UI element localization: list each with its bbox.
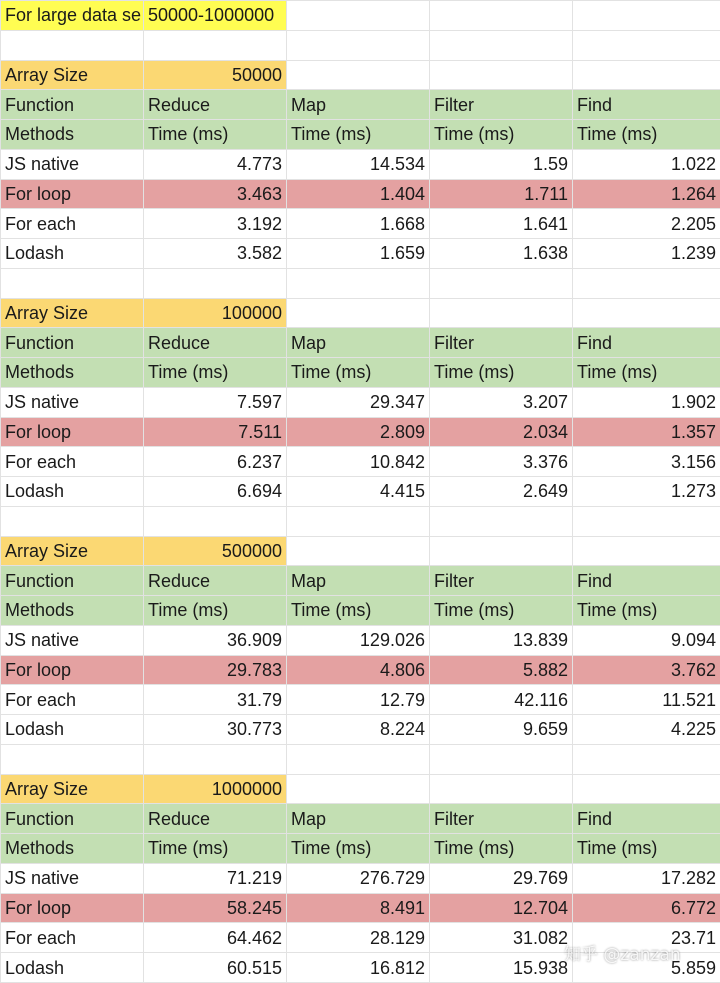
empty-cell[interactable] (1, 506, 144, 536)
time-value-cell[interactable]: 12.79 (287, 685, 430, 715)
time-value-cell[interactable]: 1.264 (573, 179, 720, 209)
time-value-cell[interactable]: 31.082 (430, 923, 573, 953)
header-row-methods (1, 834, 720, 864)
header-cell[interactable]: Time (ms) (573, 596, 720, 626)
empty-cell[interactable] (144, 30, 287, 60)
table-row (1, 625, 720, 655)
table-row (1, 447, 720, 477)
time-value-cell[interactable]: 3.192 (144, 209, 287, 239)
empty-cell[interactable] (430, 744, 573, 774)
array-size-label[interactable]: Array Size (1, 536, 144, 566)
empty-cell[interactable] (573, 30, 720, 60)
time-value-cell[interactable]: 1.022 (573, 149, 720, 179)
time-value-cell[interactable]: 7.597 (144, 387, 287, 417)
header-cell[interactable]: Find (573, 328, 720, 358)
table-row (1, 655, 720, 685)
empty-cell[interactable] (287, 744, 430, 774)
header-cell[interactable]: Time (ms) (430, 834, 573, 864)
time-value-cell[interactable]: 29.769 (430, 863, 573, 893)
array-size-row (1, 298, 720, 328)
spacer-row (1, 30, 720, 60)
table-row (1, 893, 720, 923)
header-cell[interactable]: Methods (1, 120, 144, 150)
empty-cell[interactable] (430, 506, 573, 536)
spacer-row (1, 744, 720, 774)
time-value-cell[interactable]: 276.729 (287, 863, 430, 893)
time-value-cell[interactable]: 1.404 (287, 179, 430, 209)
header-cell[interactable]: Map (287, 328, 430, 358)
time-value-cell[interactable]: 42.116 (430, 685, 573, 715)
time-value-cell[interactable]: 2.649 (430, 477, 573, 507)
table-row (1, 923, 720, 953)
time-value-cell[interactable]: 30.773 (144, 715, 287, 745)
empty-cell[interactable] (144, 506, 287, 536)
header-cell[interactable]: Time (ms) (573, 834, 720, 864)
header-cell[interactable]: Time (ms) (430, 358, 573, 388)
empty-cell[interactable] (430, 774, 573, 804)
array-size-value[interactable]: 500000 (144, 536, 287, 566)
time-value-cell[interactable]: 29.347 (287, 387, 430, 417)
header-row-methods (1, 358, 720, 388)
time-value-cell[interactable]: 60.515 (144, 953, 287, 983)
time-value-cell[interactable]: 11.521 (573, 685, 720, 715)
time-value-cell[interactable]: 7.511 (144, 417, 287, 447)
method-name-cell[interactable]: For each (1, 923, 144, 953)
time-value-cell[interactable]: 71.219 (144, 863, 287, 893)
method-name-cell[interactable]: JS native (1, 149, 144, 179)
header-cell[interactable]: Find (573, 804, 720, 834)
empty-cell[interactable] (573, 298, 720, 328)
header-cell[interactable]: Time (ms) (287, 358, 430, 388)
array-size-value[interactable]: 1000000 (144, 774, 287, 804)
header-cell[interactable]: Time (ms) (144, 358, 287, 388)
time-value-cell[interactable]: 6.694 (144, 477, 287, 507)
empty-cell[interactable] (287, 268, 430, 298)
time-value-cell[interactable]: 8.491 (287, 893, 430, 923)
method-name-cell[interactable]: JS native (1, 625, 144, 655)
time-value-cell[interactable]: 13.839 (430, 625, 573, 655)
time-value-cell[interactable]: 12.704 (430, 893, 573, 923)
header-cell[interactable]: Time (ms) (430, 120, 573, 150)
empty-cell[interactable] (430, 60, 573, 90)
spacer-row (1, 268, 720, 298)
method-name-cell[interactable]: For loop (1, 417, 144, 447)
table-row (1, 715, 720, 745)
empty-cell[interactable] (573, 536, 720, 566)
time-value-cell[interactable]: 9.659 (430, 715, 573, 745)
header-cell[interactable]: Map (287, 90, 430, 120)
empty-cell[interactable] (287, 30, 430, 60)
header-cell[interactable]: Time (ms) (573, 358, 720, 388)
watermark-text: 知乎 @zanzan (564, 945, 681, 965)
time-value-cell[interactable]: 5.859 (573, 953, 720, 983)
time-value-cell[interactable]: 17.282 (573, 863, 720, 893)
header-cell[interactable]: Reduce (144, 328, 287, 358)
table-row (1, 863, 720, 893)
time-value-cell[interactable]: 1.659 (287, 239, 430, 269)
array-size-label[interactable]: Array Size (1, 298, 144, 328)
empty-cell[interactable] (573, 60, 720, 90)
header-cell[interactable]: Reduce (144, 566, 287, 596)
time-value-cell[interactable]: 1.902 (573, 387, 720, 417)
header-cell[interactable]: Reduce (144, 90, 287, 120)
time-value-cell[interactable]: 15.938 (430, 953, 573, 983)
table-row (1, 179, 720, 209)
time-value-cell[interactable]: 1.273 (573, 477, 720, 507)
method-name-cell[interactable]: Lodash (1, 239, 144, 269)
header-row-methods (1, 596, 720, 626)
array-size-row (1, 60, 720, 90)
time-value-cell[interactable]: 16.812 (287, 953, 430, 983)
time-value-cell[interactable]: 3.582 (144, 239, 287, 269)
method-name-cell[interactable]: For loop (1, 893, 144, 923)
header-cell[interactable]: Filter (430, 566, 573, 596)
time-value-cell[interactable]: 3.463 (144, 179, 287, 209)
header-cell[interactable]: Time (ms) (287, 834, 430, 864)
empty-cell[interactable] (430, 30, 573, 60)
table-row (1, 239, 720, 269)
empty-cell[interactable] (1, 268, 144, 298)
array-size-value[interactable]: 50000 (144, 60, 287, 90)
empty-cell[interactable] (573, 506, 720, 536)
table-row (1, 149, 720, 179)
method-name-cell[interactable]: For loop (1, 179, 144, 209)
empty-cell[interactable] (430, 536, 573, 566)
method-name-cell[interactable]: JS native (1, 387, 144, 417)
header-cell[interactable]: Find (573, 566, 720, 596)
time-value-cell[interactable]: 2.809 (287, 417, 430, 447)
method-name-cell[interactable]: For each (1, 209, 144, 239)
title-right-cell[interactable]: 50000-1000000 (144, 1, 287, 31)
header-cell[interactable]: Filter (430, 804, 573, 834)
array-size-value[interactable]: 100000 (144, 298, 287, 328)
title-left-cell[interactable]: For large data se (1, 1, 144, 31)
time-value-cell[interactable]: 1.357 (573, 417, 720, 447)
time-value-cell[interactable]: 129.026 (287, 625, 430, 655)
time-value-cell[interactable]: 1.638 (430, 239, 573, 269)
empty-cell[interactable] (287, 774, 430, 804)
header-cell[interactable]: Time (ms) (573, 120, 720, 150)
time-value-cell[interactable]: 1.59 (430, 149, 573, 179)
empty-cell[interactable] (573, 774, 720, 804)
empty-cell[interactable] (430, 1, 573, 31)
header-cell[interactable]: Function (1, 566, 144, 596)
header-cell[interactable]: Filter (430, 90, 573, 120)
time-value-cell[interactable]: 1.641 (430, 209, 573, 239)
header-cell[interactable]: Map (287, 804, 430, 834)
header-cell[interactable]: Map (287, 566, 430, 596)
time-value-cell[interactable]: 3.762 (573, 655, 720, 685)
header-cell[interactable]: Methods (1, 358, 144, 388)
title-row (1, 1, 720, 31)
array-size-label[interactable]: Array Size (1, 60, 144, 90)
time-value-cell[interactable]: 31.79 (144, 685, 287, 715)
method-name-cell[interactable]: Lodash (1, 715, 144, 745)
method-name-cell[interactable]: For loop (1, 655, 144, 685)
time-value-cell[interactable]: 36.909 (144, 625, 287, 655)
table-row (1, 685, 720, 715)
time-value-cell[interactable]: 2.205 (573, 209, 720, 239)
time-value-cell[interactable]: 2.034 (430, 417, 573, 447)
array-size-row (1, 536, 720, 566)
time-value-cell[interactable]: 4.225 (573, 715, 720, 745)
header-cell[interactable]: Time (ms) (144, 596, 287, 626)
empty-cell[interactable] (1, 30, 144, 60)
empty-cell[interactable] (144, 268, 287, 298)
method-name-cell[interactable]: For each (1, 447, 144, 477)
table-row (1, 477, 720, 507)
time-value-cell[interactable]: 10.842 (287, 447, 430, 477)
empty-cell[interactable] (287, 536, 430, 566)
time-value-cell[interactable]: 28.129 (287, 923, 430, 953)
header-cell[interactable]: Find (573, 90, 720, 120)
empty-cell[interactable] (1, 744, 144, 774)
header-cell[interactable]: Time (ms) (144, 834, 287, 864)
header-cell[interactable]: Filter (430, 328, 573, 358)
empty-cell[interactable] (573, 744, 720, 774)
empty-cell[interactable] (287, 60, 430, 90)
time-value-cell[interactable]: 29.783 (144, 655, 287, 685)
header-cell[interactable]: Methods (1, 596, 144, 626)
time-value-cell[interactable]: 1.711 (430, 179, 573, 209)
time-value-cell[interactable]: 4.773 (144, 149, 287, 179)
empty-cell[interactable] (287, 298, 430, 328)
empty-cell[interactable] (144, 744, 287, 774)
header-cell[interactable]: Time (ms) (287, 596, 430, 626)
header-row-function (1, 328, 720, 358)
header-row-function (1, 566, 720, 596)
header-cell[interactable]: Time (ms) (144, 120, 287, 150)
table-row (1, 387, 720, 417)
header-cell[interactable]: Function (1, 804, 144, 834)
header-cell[interactable]: Function (1, 90, 144, 120)
time-value-cell[interactable]: 3.376 (430, 447, 573, 477)
time-value-cell[interactable]: 6.772 (573, 893, 720, 923)
method-name-cell[interactable]: JS native (1, 863, 144, 893)
time-value-cell[interactable]: 3.207 (430, 387, 573, 417)
header-cell[interactable]: Methods (1, 834, 144, 864)
time-value-cell[interactable]: 5.882 (430, 655, 573, 685)
table-row (1, 417, 720, 447)
time-value-cell[interactable]: 4.415 (287, 477, 430, 507)
time-value-cell[interactable]: 4.806 (287, 655, 430, 685)
spacer-row (1, 506, 720, 536)
header-cell[interactable]: Time (ms) (287, 120, 430, 150)
time-value-cell[interactable]: 14.534 (287, 149, 430, 179)
array-size-label[interactable]: Array Size (1, 774, 144, 804)
empty-cell[interactable] (430, 268, 573, 298)
empty-cell[interactable] (287, 506, 430, 536)
table-row (1, 953, 720, 983)
empty-cell[interactable] (573, 1, 720, 31)
empty-cell[interactable] (573, 268, 720, 298)
array-size-row (1, 774, 720, 804)
header-row-function (1, 90, 720, 120)
empty-cell[interactable] (287, 1, 430, 31)
empty-cell[interactable] (430, 298, 573, 328)
method-name-cell[interactable]: Lodash (1, 477, 144, 507)
time-value-cell[interactable]: 1.239 (573, 239, 720, 269)
time-value-cell[interactable]: 9.094 (573, 625, 720, 655)
time-value-cell[interactable]: 23.71 (573, 923, 720, 953)
time-value-cell[interactable]: 8.224 (287, 715, 430, 745)
header-row-methods (1, 120, 720, 150)
method-name-cell[interactable]: For each (1, 685, 144, 715)
header-row-function (1, 804, 720, 834)
time-value-cell[interactable]: 58.245 (144, 893, 287, 923)
time-value-cell[interactable]: 3.156 (573, 447, 720, 477)
header-cell[interactable]: Function (1, 328, 144, 358)
header-cell[interactable]: Reduce (144, 804, 287, 834)
time-value-cell[interactable]: 64.462 (144, 923, 287, 953)
time-value-cell[interactable]: 6.237 (144, 447, 287, 477)
time-value-cell[interactable]: 1.668 (287, 209, 430, 239)
table-row (1, 209, 720, 239)
header-cell[interactable]: Time (ms) (430, 596, 573, 626)
method-name-cell[interactable]: Lodash (1, 953, 144, 983)
